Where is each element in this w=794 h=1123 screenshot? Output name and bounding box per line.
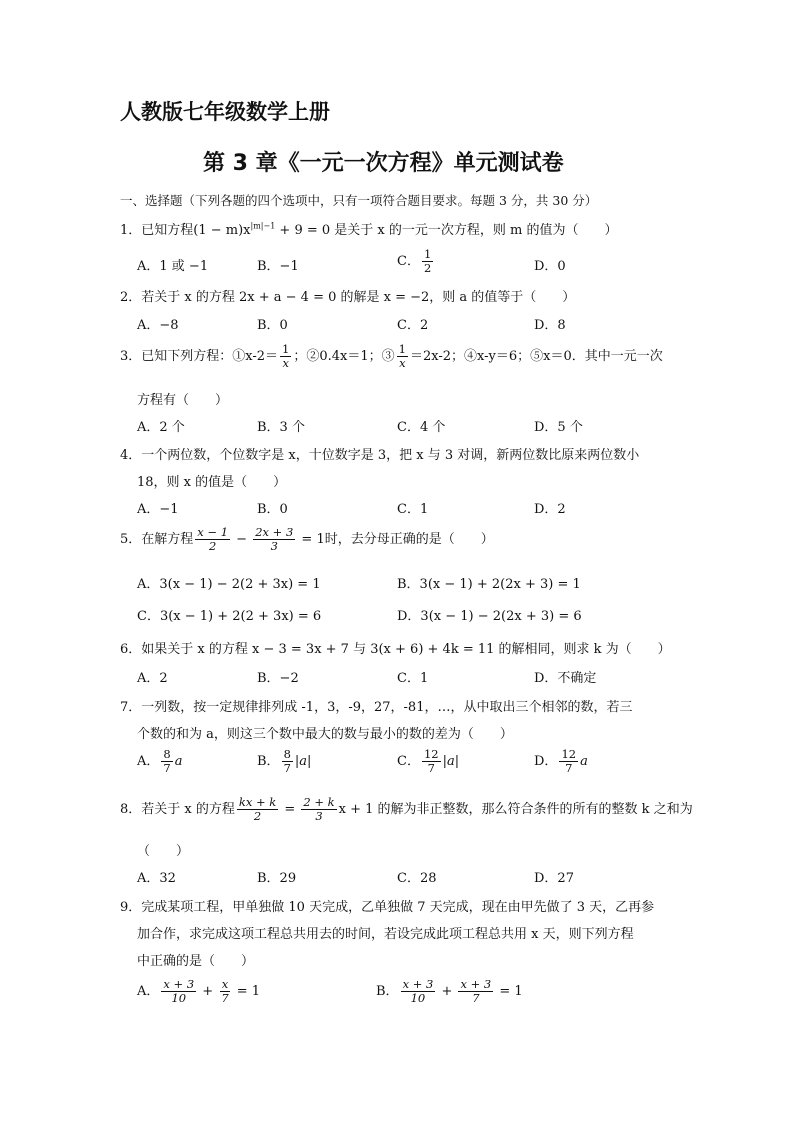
question-3-stem-line2: 方程有（ ） — [137, 393, 229, 408]
question-2-stem: 2．若关于 x 的方程 2x + a − 4 = 0 的解是 x = −2，则 a 的值等于（ ） — [120, 290, 576, 305]
denominator: 2 — [208, 539, 217, 554]
q3-text-a: 3．已知下列方程：①x-2＝ — [120, 349, 279, 365]
q8-text-b: x + 1 的解为非正整数，那么符合条件的所有的整数 k 之和为 — [338, 802, 693, 818]
q4-option-d: D．2 — [534, 502, 566, 517]
numerator: 12 — [423, 747, 439, 761]
q3-fraction-2 — [397, 343, 408, 370]
question-3-stem — [120, 343, 663, 370]
fraction — [559, 748, 578, 775]
q5-text-a: 5．在解方程 — [120, 532, 194, 548]
question-4-stem-line2: 18，则 x 的值是（ ） — [137, 475, 287, 490]
tail: a — [580, 754, 588, 770]
fraction-2 — [219, 978, 230, 1005]
q3-option-a: A．2 个 — [137, 420, 185, 435]
plus: + — [437, 984, 457, 1000]
q8-fraction-2 — [301, 796, 336, 823]
q4-option-c: C．1 — [397, 502, 429, 517]
question-7-stem-line2: 个数的和为 a，则这三个数中最大的数与最小的数的差为（ ） — [137, 727, 513, 742]
q6-option-c: C．1 — [397, 671, 429, 686]
numerator: 12 — [561, 747, 577, 761]
q1-option-c-fraction — [422, 248, 433, 275]
question-9-stem-line3: 中正确的是（ ） — [137, 954, 255, 969]
q2-option-a: A．−8 — [137, 318, 179, 333]
q7-option-b — [257, 748, 311, 775]
q5-text-b: = 1时，去分母正确的是（ ） — [297, 532, 494, 548]
numerator: x + 3 — [460, 977, 492, 991]
numerator: 2 + k — [303, 795, 335, 809]
numerator: x + 3 — [402, 977, 434, 991]
denominator: 7 — [163, 761, 171, 776]
q3-text-c: ＝2x-2；④x-y＝6；⑤x＝0．其中一元一次 — [409, 349, 663, 365]
q2-option-c: C．2 — [397, 318, 429, 333]
denominator: 7 — [565, 761, 573, 776]
q6-option-a: A．2 — [137, 671, 168, 686]
q9-option-b — [376, 978, 523, 1005]
section-heading: 一、选择题（下列各题的四个选项中，只有一项符合题目要求。每题 3 分，共 30 分） — [120, 193, 598, 208]
q7-option-c — [397, 748, 459, 775]
q3-text-b: ；②0.4x＝1；③ — [293, 349, 395, 365]
label: A． — [137, 754, 160, 770]
denominator: 3 — [315, 809, 323, 824]
denominator: 3 — [270, 539, 278, 554]
question-7-stem: 7．一列数，按一定规律排列成 -1，3，-9，27，-81，…，从中取出三个相邻的数，若三 — [120, 700, 633, 715]
q5-option-a: A．3(x − 1) − 2(2 + 3x) = 1 — [137, 577, 321, 592]
q1-option-b: B．−1 — [257, 259, 299, 274]
q8-option-d: D．27 — [534, 871, 574, 886]
label: A． — [137, 984, 160, 1000]
q3-option-d: D．5 个 — [534, 420, 583, 435]
numerator: 1 — [282, 342, 290, 356]
fraction-2 — [458, 978, 493, 1005]
numerator: 1 — [398, 342, 406, 356]
document-title: 人教版七年级数学上册 — [120, 100, 330, 124]
numerator: x + 3 — [163, 977, 195, 991]
q1-option-c-label: C． — [397, 254, 420, 270]
fraction-1 — [401, 978, 436, 1005]
q7-option-a — [137, 748, 182, 775]
q8-fraction-1 — [237, 796, 278, 823]
q1-option-c — [397, 248, 435, 275]
denominator: 10 — [410, 991, 426, 1006]
question-5-stem — [120, 526, 494, 553]
denominator: 2 — [423, 261, 432, 276]
denominator: 7 — [427, 761, 435, 776]
q3-option-c: C．4 个 — [397, 420, 446, 435]
question-8-stem-line2: （ ） — [137, 844, 190, 859]
q3-option-b: B．3 个 — [257, 420, 305, 435]
numerator: 8 — [163, 747, 171, 761]
q9-option-a — [137, 978, 260, 1005]
q8-text-a: 8．若关于 x 的方程 — [120, 802, 235, 818]
q1-option-a: A．1 或 −1 — [137, 259, 209, 274]
q8-option-a: A．32 — [137, 871, 176, 886]
q4-option-a: A．−1 — [137, 502, 179, 517]
q6-option-d: D．不确定 — [534, 671, 597, 686]
numerator: 2x + 3 — [255, 525, 294, 539]
q5-option-d: D．3(x − 1) − 2(2x + 3) = 6 — [397, 609, 582, 624]
q1-text-b: + 9 = 0 是关于 x 的一元一次方程，则 m 的值为（ ） — [275, 223, 618, 238]
q2-option-b: B．0 — [257, 318, 288, 333]
numerator: 1 — [423, 247, 432, 261]
denominator: 7 — [221, 991, 229, 1006]
q8-option-c: C．28 — [397, 871, 437, 886]
q6-option-b: B．−2 — [257, 671, 299, 686]
tail: = 1 — [495, 984, 523, 1000]
q8-option-b: B．29 — [257, 871, 297, 886]
q7-option-d — [534, 748, 588, 775]
label: C． — [397, 754, 420, 770]
question-6-stem: 6．如果关于 x 的方程 x − 3 = 3x + 7 与 3(x + 6) + 4k = 11 的解相同，则求 k 为（ ） — [120, 642, 671, 657]
denominator: x — [399, 356, 406, 371]
label: D． — [534, 754, 558, 770]
question-8-stem — [120, 796, 693, 823]
tail: = 1 — [232, 984, 261, 1000]
document-subtitle: 第 3 章《一元一次方程》单元测试卷 — [203, 151, 564, 176]
q1-text-a: 1．已知方程(1 − m)x — [120, 223, 251, 238]
q2-option-d: D．8 — [534, 318, 566, 333]
question-1-stem — [120, 219, 617, 238]
fraction — [161, 748, 172, 775]
question-9-stem: 9．完成某项工程，甲单独做 10 天完成，乙单独做 7 天完成，现在由甲先做了 3 天，乙再参 — [120, 900, 655, 915]
q5-minus: − — [232, 532, 252, 548]
label: B． — [376, 984, 399, 1000]
denominator: 7 — [283, 761, 291, 776]
fraction — [422, 748, 441, 775]
denominator: 10 — [171, 991, 187, 1006]
label: B． — [257, 754, 280, 770]
q4-option-b: B．0 — [257, 502, 288, 517]
q5-option-b: B．3(x − 1) + 2(2x + 3) = 1 — [397, 577, 581, 592]
plus: + — [198, 984, 218, 1000]
q8-equals: = — [280, 802, 300, 818]
numerator: x − 1 — [197, 525, 229, 539]
question-4-stem: 4．一个两位数，个位数字是 x，十位数字是 3，把 x 与 3 对调，新两位数比原来两位数小 — [120, 448, 640, 463]
tail: |a| — [294, 754, 312, 770]
denominator: x — [282, 356, 289, 371]
fraction — [282, 748, 293, 775]
q5-option-c: C．3(x − 1) + 2(2 + 3x) = 6 — [137, 609, 322, 624]
numerator: kx + k — [238, 795, 277, 809]
q5-fraction-1 — [195, 526, 230, 553]
q3-fraction-1 — [280, 343, 291, 370]
q1-exponent: |m|−1 — [250, 221, 276, 231]
question-9-stem-line2: 加合作，求完成这项工程总共用去的时间，若设完成此项工程总共用 x 天，则下列方程 — [137, 927, 634, 942]
fraction-1 — [161, 978, 196, 1005]
denominator: 7 — [472, 991, 480, 1006]
numerator: x — [221, 977, 229, 991]
tail: |a| — [442, 754, 460, 770]
denominator: 2 — [253, 809, 262, 824]
q5-fraction-2 — [253, 526, 295, 553]
tail: a — [174, 754, 183, 770]
q1-option-d: D．0 — [534, 259, 566, 274]
numerator: 8 — [283, 747, 291, 761]
